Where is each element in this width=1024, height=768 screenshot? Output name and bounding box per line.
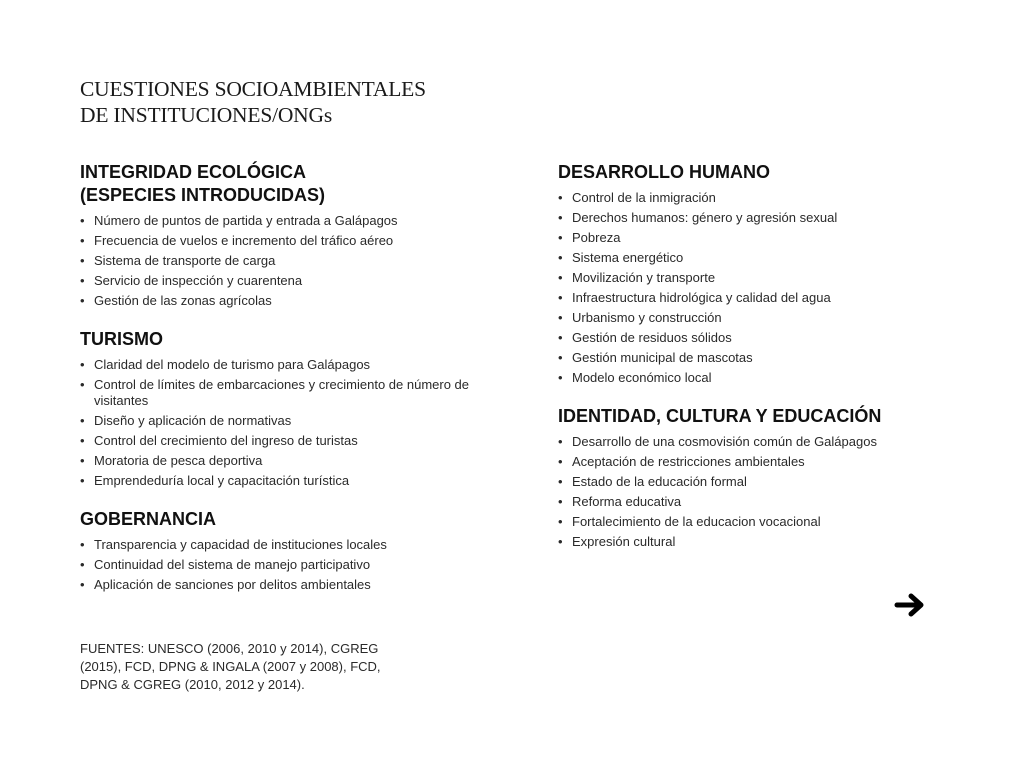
bullet-icon: • — [558, 310, 563, 325]
bullet-icon: • — [558, 370, 563, 385]
list-item-text: Pobreza — [572, 230, 621, 245]
section-heading — [80, 508, 500, 531]
list-item — [80, 557, 500, 573]
list-item-text: Urbanismo y construcción — [572, 310, 722, 325]
bullet-icon: • — [80, 233, 85, 248]
bullet-icon: • — [558, 190, 563, 205]
list-item — [558, 370, 978, 386]
list-item-text: Derechos humanos: género y agresión sexual — [572, 210, 838, 225]
list-item — [558, 210, 978, 226]
section-heading-line: INTEGRIDAD ECOLÓGICA — [80, 162, 307, 182]
list-item-text: Infraestructura hidrológica y calidad del agua — [572, 290, 831, 305]
list-item — [80, 433, 500, 449]
list-item-text: Emprendeduría local y capacitación turística — [94, 473, 350, 488]
list-item-text: Movilización y transporte — [572, 270, 716, 285]
list-item-text: Gestión de las zonas agrícolas — [94, 293, 272, 308]
list-item — [558, 474, 978, 490]
list-item — [80, 453, 500, 469]
list-item-text: Expresión cultural — [572, 534, 676, 549]
list-item-text: Sistema energético — [572, 250, 684, 265]
bullet-icon: • — [80, 453, 85, 468]
bullet-icon: • — [558, 330, 563, 345]
list-item-text: Reforma educativa — [572, 494, 682, 509]
next-page-button[interactable] — [893, 592, 927, 618]
list-item — [558, 230, 978, 246]
list-item — [558, 190, 978, 206]
list-item — [80, 273, 500, 289]
list-item — [558, 534, 978, 550]
bullet-icon: • — [80, 273, 85, 288]
bullet-icon: • — [80, 537, 85, 552]
bullet-icon: • — [558, 494, 563, 509]
list-item — [80, 413, 500, 429]
section-spacer — [80, 313, 500, 328]
right-column — [558, 161, 978, 554]
page-title — [80, 76, 426, 128]
list-item — [80, 357, 500, 373]
list-item-text: Aceptación de restricciones ambientales — [572, 454, 805, 469]
list-item-text: Gestión de residuos sólidos — [572, 330, 732, 345]
section-heading-line: GOBERNANCIA — [80, 509, 217, 529]
bullet-icon: • — [80, 413, 85, 428]
bullet-icon: • — [558, 534, 563, 549]
list-item — [80, 537, 500, 553]
bullet-icon: • — [80, 213, 85, 228]
bullet-list — [558, 434, 978, 550]
section-heading — [558, 405, 978, 428]
section-heading-line: DESARROLLO HUMANO — [558, 162, 770, 182]
list-item — [80, 293, 500, 309]
bullet-list — [558, 190, 978, 386]
bullet-list — [80, 537, 500, 593]
bullet-icon: • — [558, 434, 563, 449]
bullet-icon: • — [558, 454, 563, 469]
list-item-text: Fortalecimiento de la educacion vocacional — [572, 514, 821, 529]
list-item — [80, 233, 500, 249]
section-turismo — [80, 328, 500, 489]
bullet-icon: • — [558, 250, 563, 265]
section-spacer — [558, 390, 978, 405]
section-gobernancia — [80, 508, 500, 593]
list-item-text: Moratoria de pesca deportiva — [94, 453, 263, 468]
list-item — [558, 350, 978, 366]
list-item-text: Transparencia y capacidad de instituciones locales — [94, 537, 387, 552]
bullet-icon: • — [558, 270, 563, 285]
sources-note: FUENTES: UNESCO (2006, 2010 y 2014), CGREG (2015), FCD, DPNG & INGALA (2007 y 2008), FCD, DPNG & CGREG (2010, 2012 y 2014). — [80, 641, 381, 692]
list-item-text: Servicio de inspección y cuarentena — [94, 273, 303, 288]
page-title-line-1: CUESTIONES SOCIOAMBIENTALES — [80, 77, 426, 101]
list-item-text: Diseño y aplicación de normativas — [94, 413, 292, 428]
list-item-text: Control de límites de embarcaciones y crecimiento de número de visitantes — [94, 377, 470, 408]
list-item — [558, 250, 978, 266]
section-desarrollo-humano — [558, 161, 978, 386]
bullet-list — [80, 357, 500, 489]
bullet-list — [80, 213, 500, 309]
list-item — [558, 494, 978, 510]
list-item-text: Control del crecimiento del ingreso de turistas — [94, 433, 358, 448]
list-item — [558, 330, 978, 346]
section-spacer — [80, 493, 500, 508]
list-item-text: Control de la inmigración — [572, 190, 716, 205]
list-item-text: Frecuencia de vuelos e incremento del tráfico aéreo — [94, 233, 394, 248]
section-heading — [558, 161, 978, 184]
bullet-icon: • — [80, 357, 85, 372]
bullet-icon: • — [80, 433, 85, 448]
bullet-icon: • — [80, 473, 85, 488]
list-item-text: Claridad del modelo de turismo para Galápagos — [94, 357, 371, 372]
section-heading-line: (ESPECIES INTRODUCIDAS) — [80, 185, 326, 205]
list-item — [80, 253, 500, 269]
arrow-right-icon — [893, 592, 927, 618]
list-item — [80, 213, 500, 229]
list-item-text: Sistema de transporte de carga — [94, 253, 276, 268]
bullet-icon: • — [558, 514, 563, 529]
list-item-text: Gestión municipal de mascotas — [572, 350, 753, 365]
bullet-icon: • — [558, 474, 563, 489]
bullet-icon: • — [558, 210, 563, 225]
list-item — [558, 270, 978, 286]
section-integridad-ecologica — [80, 161, 500, 309]
section-heading-line: IDENTIDAD, CULTURA Y EDUCACIÓN — [558, 406, 882, 426]
list-item — [80, 577, 500, 593]
list-item-text: Continuidad del sistema de manejo participativo — [94, 557, 371, 572]
bullet-icon: • — [80, 577, 85, 592]
list-item — [558, 310, 978, 326]
list-item — [558, 454, 978, 470]
list-item-text: Estado de la educación formal — [572, 474, 747, 489]
bullet-icon: • — [80, 293, 85, 308]
list-item-text: Número de puntos de partida y entrada a Galápagos — [94, 213, 398, 228]
list-item — [558, 434, 978, 450]
bullet-icon: • — [558, 350, 563, 365]
bullet-icon: • — [80, 253, 85, 268]
list-item — [80, 473, 500, 489]
list-item-text: Desarrollo de una cosmovisión común de Galápagos — [572, 434, 877, 449]
left-column — [80, 161, 500, 597]
section-heading-line: TURISMO — [80, 329, 163, 349]
section-identidad-cultura-y-educacion — [558, 405, 978, 550]
list-item-text: Modelo económico local — [572, 370, 712, 385]
section-heading — [80, 328, 500, 351]
list-item — [558, 514, 978, 530]
list-item — [80, 377, 500, 409]
list-item-text: Aplicación de sanciones por delitos ambientales — [94, 577, 371, 592]
section-heading — [80, 161, 500, 207]
page-title-line-2: DE INSTITUCIONES/ONGs — [80, 103, 332, 127]
bullet-icon: • — [80, 377, 85, 392]
bullet-icon: • — [80, 557, 85, 572]
bullet-icon: • — [558, 290, 563, 305]
list-item — [558, 290, 978, 306]
bullet-icon: • — [558, 230, 563, 245]
